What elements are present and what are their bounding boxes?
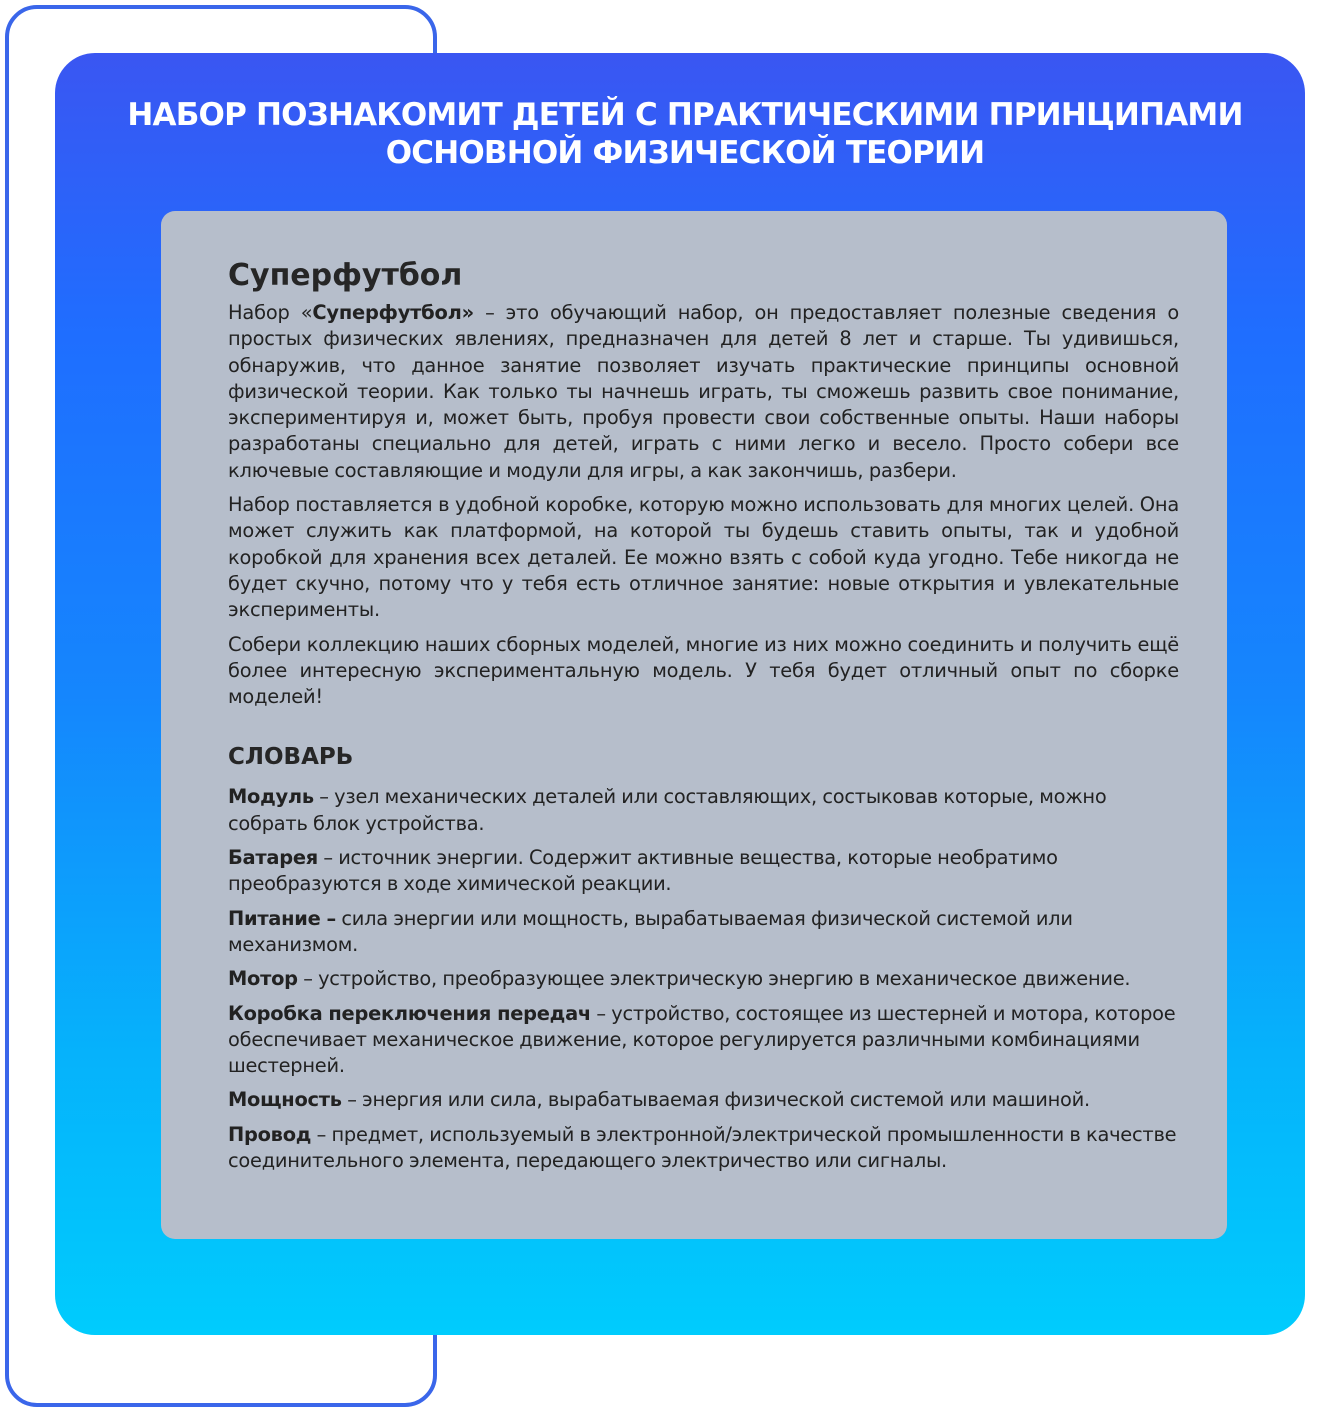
intro-paragraph-1: [228, 300, 1179, 484]
glossary-definition: – устройство, преобразующее электрическую энергию в механическое движение.: [297, 967, 1131, 991]
glossary-definition: – устройство, состоящее из шестерней и мотора, которое обеспечивает механическое движение, которое регулируется различными комбинациями шестерней.: [228, 1001, 1176, 1078]
intro-section: [228, 300, 1179, 710]
headline-line-2: ОСНОВНОЙ ФИЗИЧЕСКОЙ ТЕОРИИ: [385, 135, 985, 171]
glossary-entry-gearbox: [228, 1001, 1179, 1080]
glossary-entry-module: [228, 784, 1179, 837]
glossary-term: Батарея: [228, 846, 318, 870]
intro-paragraph-2: Набор поставляется в удобной коробке, которую можно использовать для многих целей. Она может служить как платформой, на которой ты будешь ставить опыты, так и удобной коробкой для хранения всех деталей. Ее можно взять с собой куда угодно. Тебе никогда не будет скучно, потому что у тебя есть отличное занятие: новые открытия и увлекательные эксперименты.: [228, 493, 1179, 622]
glossary-term: Мощность: [228, 1088, 342, 1112]
glossary-definition: – узел механических деталей или составляющих, состыковав которые, можно собрать блок устройства.: [228, 785, 1107, 835]
product-title: Суперфутбол: [228, 258, 463, 293]
glossary-definition: – энергия или сила, вырабатываемая физической системой или машиной.: [341, 1088, 1090, 1112]
glossary-term: Мотор: [228, 967, 298, 991]
glossary-entry-power: [228, 1087, 1179, 1113]
intro-paragraph-1-text: – это обучающий набор, он предоставляет полезные сведения о простых физических явлениях, предназначен для детей 8 лет и старше. Ты удивишься, обнаружив, что данное занятие позволяет изучать практические принципы основной физической теории. Как только ты начнешь играть, ты сможешь развить свое понимание, экспериментируя и, может быть, пробуя провести свои собственные опыты. Наши наборы разработаны специально для детей, играть с ними легко и весело. Просто собери все ключевые составляющие и модули для игры, а как закончишь, разбери.: [228, 301, 1179, 482]
intro-brand-name: Суперфутбол»: [312, 301, 474, 324]
glossary-entry-power-supply: [228, 906, 1179, 959]
content-card: [161, 211, 1227, 1239]
glossary-term: Модуль: [228, 785, 314, 809]
glossary-definition: – предмет, используемый в электронной/электрической промышленности в качестве соединительного элемента, передающего электричество или сигналы.: [228, 1122, 1177, 1173]
glossary-definition: – источник энергии. Содержит активные вещества, которые необратимо преобразуются в ходе химической реакции.: [228, 846, 1058, 896]
intro-prefix: Набор «: [228, 301, 313, 324]
glossary-entry-wire: [228, 1122, 1179, 1175]
glossary-entry-battery: [228, 845, 1179, 898]
headline-line-1: НАБОР ПОЗНАКОМИТ ДЕТЕЙ С ПРАКТИЧЕСКИМИ ПРИНЦИПАМИ: [127, 97, 1243, 133]
headline: [90, 96, 1280, 172]
glossary: [228, 784, 1179, 1174]
glossary-term: Питание –: [228, 906, 336, 930]
glossary-definition: сила энергии или мощность, вырабатываемая физической системой или механизмом.: [228, 906, 1073, 956]
intro-paragraph-3: Собери коллекцию наших сборных моделей, многие из них можно соединить и получить ещё более интересную экспериментальную модель. У тебя будет отличный опыт по сборке моделей!: [228, 632, 1179, 709]
glossary-entry-motor: [228, 966, 1179, 992]
glossary-term: Провод: [228, 1122, 312, 1146]
dictionary-title: СЛОВАРЬ: [228, 744, 354, 771]
glossary-term: Коробка переключения передач: [228, 1001, 591, 1025]
